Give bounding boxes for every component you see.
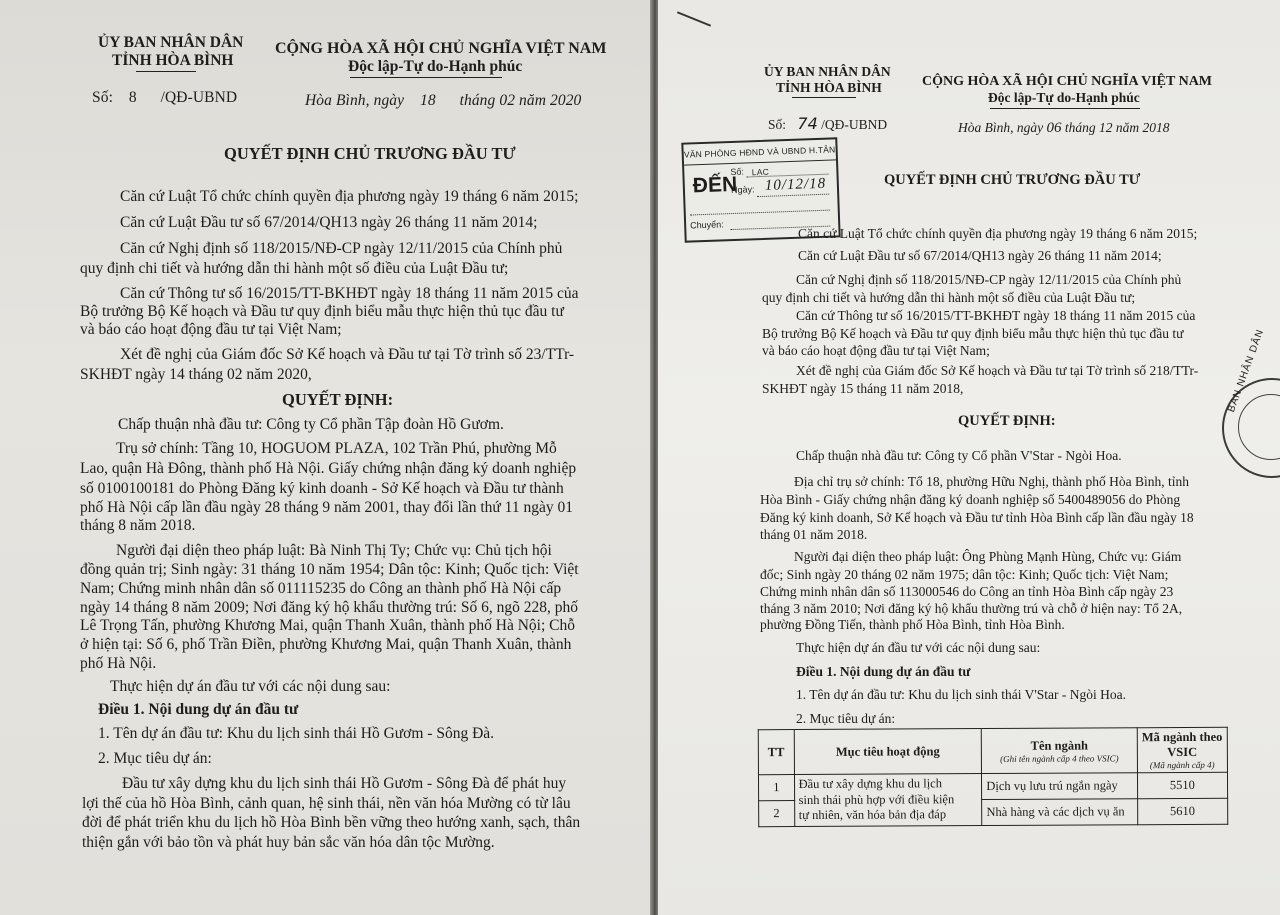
- left-line: Căn cứ Luật Tổ chức chính quyền địa phương ngày 19 tháng 6 năm 2015;: [120, 188, 579, 205]
- right-date-suffix: tháng 12 năm 2018: [1064, 120, 1170, 135]
- goal-text-line: tự nhiên, văn hóa bản địa đáp: [798, 807, 947, 823]
- table-header-industry: [982, 728, 1138, 774]
- stamp-chuyen-label: Chuyển:: [690, 219, 724, 231]
- left-line: đồng quản trị; Sinh ngày: 31 tháng 10 năm 1954; Dân tộc: Kinh; Quốc tịch: Việt: [80, 561, 579, 578]
- left-line: Chấp thuận nhà đầu tư: Công ty Cổ phần Tập đoàn Hồ Gươm.: [118, 416, 504, 433]
- right-line: SKHĐT ngày 15 tháng 11 năm 2018,: [762, 381, 964, 396]
- table-cell-code: 5510: [1137, 772, 1228, 798]
- right-article1-heading: Điều 1. Nội dung dự án đầu tư: [796, 664, 971, 679]
- left-line: Bộ trưởng Bộ Kế hoạch và Đầu tư quy định biểu mẫu thực hiện thủ tục đầu tư: [80, 303, 564, 320]
- stamp-header: VĂN PHÒNG HĐND VÀ UBND H.TÂN LẠC: [683, 139, 836, 165]
- table-header-code: [1137, 727, 1228, 772]
- right-nation-line1: CỘNG HÒA XÃ HỘI CHỦ NGHĨA VIỆT NAM: [922, 74, 1213, 89]
- stamp-date-handwritten: 10/12/18: [764, 175, 827, 194]
- right-line: phường Đồng Tiến, thành phố Hòa Bình, tỉnh Hòa Bình.: [760, 617, 1065, 632]
- left-org-line2: TỈNH HÒA BÌNH: [112, 52, 234, 69]
- table-cell-industry: Nhà hàng và các dịch vụ ăn: [982, 799, 1137, 826]
- left-line: lợi thế của hồ Hòa Bình, cảnh quan, hệ sinh thái, nền văn hóa Mường có từ lâu: [82, 795, 571, 812]
- left-line: Căn cứ Thông tư số 16/2015/TT-BKHĐT ngày 18 tháng 11 năm 2015 của: [120, 285, 579, 302]
- left-line: ngày 14 tháng 8 năm 2009; Nơi đăng ký hộ khẩu thường trú: Số 6, ngõ 228, phố: [80, 599, 578, 616]
- table-cell-code: 5610: [1137, 798, 1228, 824]
- table-header-industry-label: Tên ngành: [1030, 738, 1088, 753]
- left-line: quy định chi tiết và hướng dẫn thi hành một số điều của Luật Đầu tư;: [80, 260, 509, 277]
- left-title: QUYẾT ĐỊNH CHỦ TRƯƠNG ĐẦU TƯ: [224, 144, 516, 163]
- right-line: Căn cứ Nghị định số 118/2015/NĐ-CP ngày 12/11/2015 của Chính phủ: [796, 272, 1182, 287]
- goal-text-line: Đầu tư xây dựng khu du lịch: [798, 776, 942, 792]
- left-line: phố Hà Nội.: [80, 655, 157, 672]
- right-number-handwritten: 74: [797, 114, 818, 133]
- left-dateline: Hòa Bình, ngày 18 tháng 02 năm 2020: [305, 92, 582, 109]
- seal-text: BAN NHÂN DÂN: [1226, 327, 1267, 414]
- right-line: Căn cứ Thông tư số 16/2015/TT-BKHĐT ngày 18 tháng 11 năm 2015 của: [796, 308, 1196, 323]
- right-line: Địa chỉ trụ sở chính: Tổ 18, phường Hữu Nghị, thành phố Hòa Bình, tỉnh: [794, 474, 1190, 489]
- right-dateline: [958, 120, 1170, 137]
- left-line: 1. Tên dự án đầu tư: Khu du lịch sinh thái Hồ Gươm - Sông Đà.: [98, 725, 495, 742]
- right-line: Bộ trưởng Bộ Kế hoạch và Đầu tư quy định biểu mẫu thực hiện thủ tục đầu tư: [762, 326, 1184, 341]
- left-line: Xét đề nghị của Giám đốc Sở Kế hoạch và Đầu tư tại Tờ trình số 23/TTr-: [120, 346, 575, 363]
- right-line: Hòa Bình - Giấy chứng nhận đăng ký doanh nghiệp số 5400489056 do Phòng: [760, 492, 1181, 507]
- right-org-line2: TỈNH HÒA BÌNH: [776, 80, 882, 95]
- right-doc-number: [768, 114, 887, 133]
- right-title: QUYẾT ĐỊNH CHỦ TRƯƠNG ĐẦU TƯ: [884, 172, 1141, 188]
- right-line: Căn cứ Luật Đầu tư số 67/2014/QH13 ngày 26 tháng 11 năm 2014;: [798, 248, 1162, 263]
- right-nation-line2: Độc lập-Tự do-Hạnh phúc: [988, 90, 1140, 105]
- table-header-code-note: (Mã ngành cấp 4): [1149, 759, 1215, 771]
- stamp-so-label: Số:: [730, 166, 745, 178]
- goal-text-line: sinh thái phù hợp với điều kiện: [798, 791, 955, 807]
- left-line: Lê Trọng Tấn, phường Khương Mai, quận Thanh Xuân, thành phố Hà Nội; Chỗ: [80, 617, 576, 634]
- right-line: và báo cáo hoạt động đầu tư tại Việt Nam;: [762, 343, 990, 358]
- right-line: 1. Tên dự án đầu tư: Khu du lịch sinh thái V'Star - Ngòi Hoa.: [796, 687, 1127, 702]
- table-cell-industry: Dịch vụ lưu trú ngắn ngày: [982, 773, 1137, 800]
- table-cell-tt: 1: [758, 775, 794, 801]
- table-header-goal: Mục tiêu hoạt động: [794, 729, 982, 775]
- left-nation-line2: Độc lập-Tự do-Hạnh phúc: [348, 58, 523, 75]
- left-line: Lao, quận Hà Đông, thành phố Hà Nội. Giấy chứng nhận đăng ký doanh nghiệp: [80, 460, 577, 477]
- left-line: Căn cứ Luật Đầu tư số 67/2014/QH13 ngày 26 tháng 11 năm 2014;: [120, 214, 538, 231]
- left-line: Thực hiện dự án đầu tư với các nội dung sau:: [110, 678, 391, 695]
- right-number-prefix: Số:: [768, 117, 787, 132]
- left-line: SKHĐT ngày 14 tháng 02 năm 2020,: [80, 366, 312, 383]
- right-line: Chấp thuận nhà đầu tư: Công ty Cổ phần V'Star - Ngòi Hoa.: [796, 448, 1122, 463]
- table-header-tt: TT: [758, 730, 794, 775]
- right-line: Thực hiện dự án đầu tư với các nội dung sau:: [796, 640, 1041, 655]
- left-line: 2. Mục tiêu dự án:: [98, 750, 212, 767]
- right-line: Người đại diện theo pháp luật: Ông Phùng Mạnh Hùng, Chức vụ: Giám: [794, 549, 1182, 564]
- right-line: quy định chi tiết và hướng dẫn thi hành một số điều của Luật Đầu tư;: [762, 290, 1136, 305]
- table-row: [758, 772, 1227, 800]
- right-line: 2. Mục tiêu dự án:: [796, 711, 896, 726]
- table-header-code-label: Mã ngành theo VSIC: [1141, 729, 1223, 760]
- left-line: Nam; Chứng minh nhân dân số 011115235 do Công an thành phố Hà Nội cấp: [80, 580, 562, 597]
- right-line: tháng 3 năm 2010; Nơi đăng ký hộ khẩu thường trú và chỗ ở hiện nay: Tổ 2A,: [760, 601, 1183, 616]
- left-line: Đầu tư xây dựng khu du lịch sinh thái Hồ Gươm - Sông Đà để phát huy: [122, 775, 567, 792]
- table-header-row: [758, 727, 1227, 774]
- left-line: Căn cứ Nghị định số 118/2015/NĐ-CP ngày 12/11/2015 của Chính phủ: [120, 240, 563, 257]
- table-cell-tt: 2: [759, 800, 795, 826]
- left-line: Trụ sở chính: Tầng 10, HOGUOM PLAZA, 102 Trần Phú, phường Mỗ: [116, 440, 557, 457]
- stamp-den-label: ĐẾN: [692, 172, 738, 198]
- right-line: tháng 01 năm 2018.: [760, 527, 868, 542]
- table-header-industry-note: (Ghi tên ngành cấp 4 theo VSIC): [1000, 752, 1119, 764]
- left-line: tháng 8 năm 2018.: [80, 517, 196, 534]
- stamp-ngay-label: Ngày:: [730, 184, 755, 196]
- project-goals-table: [758, 727, 1229, 827]
- right-number-suffix: /QĐ-UBND: [821, 117, 888, 132]
- right-line: Chứng minh nhân dân số 113000546 do Công an tỉnh Hòa Bình cấp ngày 23: [760, 584, 1174, 599]
- right-line: Xét đề nghị của Giám đốc Sở Kế hoạch và Đầu tư tại Tờ trình số 218/TTr-: [796, 363, 1199, 378]
- left-doc-number: Số: 8 /QĐ-UBND: [92, 89, 238, 106]
- left-nation-line1: CỘNG HÒA XÃ HỘI CHỦ NGHĨA VIỆT NAM: [275, 40, 607, 57]
- right-date-prefix: Hòa Bình, ngày: [958, 120, 1044, 135]
- left-line: Người đại diện theo pháp luật: Bà Ninh Thị Ty; Chức vụ: Chủ tịch hội: [116, 542, 552, 559]
- right-line: đốc; Sinh ngày 20 tháng 02 năm 1975; dân tộc: Kinh; Quốc tịch: Việt Nam;: [760, 567, 1169, 582]
- right-org-line1: ỦY BAN NHÂN DÂN: [764, 64, 891, 79]
- left-article1-heading: Điều 1. Nội dung dự án đầu tư: [98, 701, 299, 718]
- left-line: thiện gắn với bảo tồn và phát huy bản sắc văn hóa dân tộc Mường.: [82, 834, 495, 851]
- left-line: số 0100100181 do Phòng Đăng ký kinh doanh - Sở Kế hoạch và Đầu tư thành: [80, 480, 564, 497]
- right-date-handwritten: 06: [1046, 120, 1062, 136]
- left-line: đời để phát triển khu du lịch hồ Hòa Bình bền vững theo hướng xanh, sạch, thân: [82, 814, 581, 831]
- left-line: phố Hà Nội cấp lần đầu ngày 28 tháng 9 năm 2001, thay đổi lần thứ 11 ngày 01: [80, 499, 573, 516]
- right-decision-heading: QUYẾT ĐỊNH:: [958, 413, 1056, 429]
- left-line: và báo cáo hoạt động đầu tư tại Việt Nam;: [80, 321, 342, 338]
- left-line: ở hiện tại: Số 6, phố Trần Điền, phường Khương Mai, quận Thanh Xuân, thành: [80, 636, 572, 653]
- left-org-line1: ỦY BAN NHÂN DÂN: [98, 34, 244, 51]
- right-line: Đăng ký kinh doanh, Sở Kế hoạch và Đầu tư tỉnh Hòa Bình cấp lần đầu ngày 18: [760, 510, 1194, 525]
- left-decision-heading: QUYẾT ĐỊNH:: [282, 390, 394, 409]
- table-cell-goal: [794, 774, 982, 827]
- right-line: Căn cứ Luật Tổ chức chính quyền địa phương ngày 19 tháng 6 năm 2015;: [798, 226, 1198, 241]
